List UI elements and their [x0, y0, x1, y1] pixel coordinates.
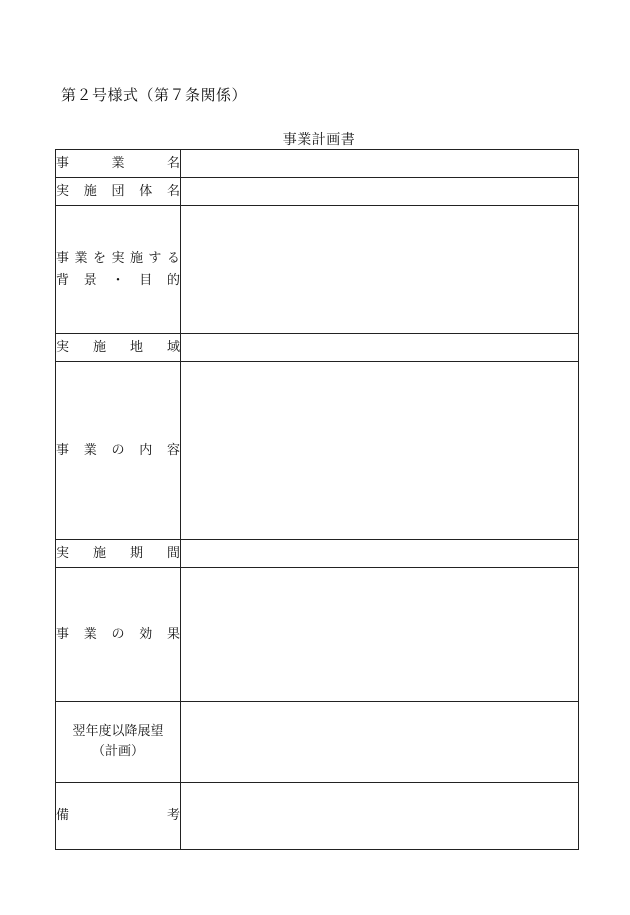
label-char: 事 — [56, 626, 70, 642]
label-char: 業 — [83, 442, 97, 458]
row-content — [56, 362, 579, 540]
label-char: 容 — [166, 442, 180, 458]
label-char: ・ — [111, 272, 125, 288]
label-char: 業 — [111, 155, 125, 171]
label-char: 備 — [56, 808, 70, 823]
row-project-name — [56, 150, 579, 178]
label-char: 体 — [139, 183, 153, 199]
label-char: 事 — [56, 250, 70, 266]
label-char: 実 — [56, 183, 70, 199]
label-char: の — [111, 626, 125, 642]
label-char: 目 — [139, 272, 153, 288]
row-outlook — [56, 702, 579, 783]
label-line — [56, 153, 180, 175]
label-background-purpose — [56, 206, 181, 334]
label-char: 団 — [111, 183, 125, 199]
label-char: 的 — [166, 272, 180, 288]
field-organization[interactable] — [181, 178, 579, 206]
label-line — [56, 805, 180, 827]
label-char: 実 — [56, 545, 70, 561]
label-char: 背 — [56, 272, 70, 288]
label-char: 期 — [129, 545, 143, 561]
label-char: 果 — [166, 626, 180, 642]
label-char: 地 — [129, 339, 143, 355]
label-line — [56, 337, 180, 359]
field-remarks[interactable] — [181, 783, 579, 850]
field-project-name[interactable] — [181, 150, 579, 178]
field-content[interactable] — [181, 362, 579, 540]
label-line — [56, 543, 180, 565]
label-char: 実 — [56, 339, 70, 355]
label-char: 実 — [111, 250, 125, 266]
label-line — [56, 440, 180, 462]
label-char: 業 — [83, 626, 97, 642]
field-outlook[interactable] — [181, 702, 579, 783]
label-char: を — [92, 250, 106, 266]
label-area — [56, 334, 181, 362]
field-background-purpose[interactable] — [181, 206, 579, 334]
label-organization — [56, 178, 181, 206]
row-period — [56, 540, 579, 568]
label-line — [56, 248, 180, 270]
label-period — [56, 540, 181, 568]
row-background-purpose — [56, 206, 579, 334]
row-organization — [56, 178, 579, 206]
row-area — [56, 334, 579, 362]
document-title: 事業計画書 — [282, 132, 356, 148]
label-line: （計画） — [91, 744, 144, 759]
label-char: の — [111, 442, 125, 458]
label-effect — [56, 568, 181, 702]
label-line — [56, 624, 180, 646]
row-effect — [56, 568, 579, 702]
field-area[interactable] — [181, 334, 579, 362]
label-char: 名 — [166, 155, 180, 171]
label-char: 間 — [166, 545, 180, 561]
form-number: 第２号様式（第７条関係） — [61, 86, 248, 104]
field-period[interactable] — [181, 540, 579, 568]
label-char: 考 — [166, 808, 180, 823]
label-content — [56, 362, 181, 540]
label-char: 事 — [56, 442, 70, 458]
label-char: 業 — [74, 250, 88, 266]
label-char: 施 — [92, 339, 106, 355]
label-char: 名 — [166, 183, 180, 199]
label-char: 景 — [83, 272, 97, 288]
label-char: る — [166, 250, 180, 266]
label-line — [56, 270, 180, 292]
label-outlook — [56, 702, 181, 783]
label-remarks — [56, 783, 181, 850]
label-line: 翌年度以降展望 — [72, 724, 164, 739]
label-char: 内 — [139, 442, 153, 458]
label-project-name — [56, 150, 181, 178]
label-char: 施 — [129, 250, 143, 266]
label-char: 効 — [139, 626, 153, 642]
label-char: 施 — [92, 545, 106, 561]
label-line — [56, 181, 180, 203]
label-char: 施 — [83, 183, 97, 199]
label-char: 事 — [56, 155, 70, 171]
plan-table — [55, 149, 579, 850]
label-char: 域 — [166, 339, 180, 355]
label-char: す — [148, 250, 162, 266]
row-remarks — [56, 783, 579, 850]
field-effect[interactable] — [181, 568, 579, 702]
